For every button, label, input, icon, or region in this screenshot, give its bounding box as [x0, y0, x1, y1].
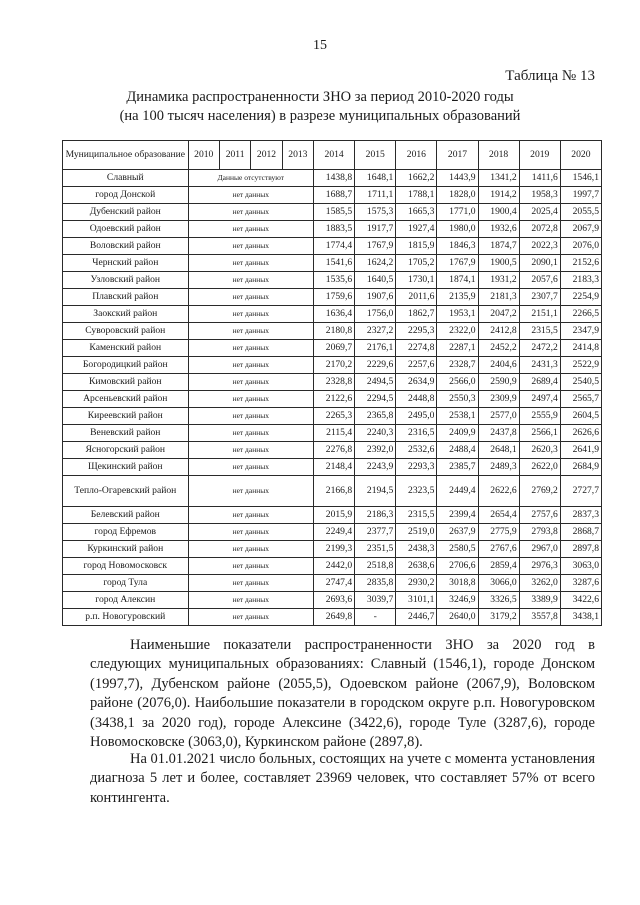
- value-cell: 1997,7: [560, 187, 601, 204]
- value-cell: 2438,3: [396, 541, 437, 558]
- no-data-note: нет данных: [188, 306, 314, 323]
- value-cell: 3039,7: [355, 592, 396, 609]
- value-cell: 1438,8: [314, 170, 355, 187]
- value-cell: 2090,1: [519, 255, 560, 272]
- value-cell: 2351,5: [355, 541, 396, 558]
- value-cell: 2446,7: [396, 609, 437, 626]
- value-cell: 3262,0: [519, 575, 560, 592]
- value-cell: 2057,6: [519, 272, 560, 289]
- table-row: [63, 221, 602, 238]
- value-cell: 2295,3: [396, 323, 437, 340]
- no-data-note: нет данных: [188, 524, 314, 541]
- value-cell: 2323,5: [396, 476, 437, 507]
- value-cell: 2186,3: [355, 507, 396, 524]
- value-cell: 2025,4: [519, 204, 560, 221]
- value-cell: 1711,1: [355, 187, 396, 204]
- value-cell: 2727,7: [560, 476, 601, 507]
- no-data-note: нет данных: [188, 558, 314, 575]
- value-cell: 3246,9: [437, 592, 478, 609]
- municipality-name: Каменский район: [63, 340, 189, 357]
- value-cell: 1917,7: [355, 221, 396, 238]
- table-row: [63, 609, 602, 626]
- value-cell: 1665,3: [396, 204, 437, 221]
- value-cell: 2181,3: [478, 289, 519, 306]
- no-data-note: нет данных: [188, 408, 314, 425]
- value-cell: 2122,6: [314, 391, 355, 408]
- header-year: 2014: [314, 141, 355, 170]
- value-cell: 2152,6: [560, 255, 601, 272]
- value-cell: 2315,5: [519, 323, 560, 340]
- value-cell: 2199,3: [314, 541, 355, 558]
- table-row: [63, 238, 602, 255]
- value-cell: 2442,0: [314, 558, 355, 575]
- value-cell: 2604,5: [560, 408, 601, 425]
- value-cell: 2489,3: [478, 459, 519, 476]
- municipality-name: Ясногорский район: [63, 442, 189, 459]
- value-cell: 2240,3: [355, 425, 396, 442]
- value-cell: 2868,7: [560, 524, 601, 541]
- municipality-name: Чернский район: [63, 255, 189, 272]
- no-data-note: нет данных: [188, 592, 314, 609]
- table-row: [63, 575, 602, 592]
- value-cell: 2377,7: [355, 524, 396, 541]
- value-cell: 2067,9: [560, 221, 601, 238]
- table-header-row: [63, 141, 602, 170]
- header-year: 2016: [396, 141, 437, 170]
- value-cell: 3326,5: [478, 592, 519, 609]
- table-row: [63, 524, 602, 541]
- value-cell: 1767,9: [437, 255, 478, 272]
- header-year: 2011: [219, 141, 250, 170]
- value-cell: 1640,5: [355, 272, 396, 289]
- table-row: [63, 323, 602, 340]
- value-cell: 3422,6: [560, 592, 601, 609]
- value-cell: 2437,8: [478, 425, 519, 442]
- value-cell: 1771,0: [437, 204, 478, 221]
- value-cell: 2566,0: [437, 374, 478, 391]
- municipality-name: Куркинский район: [63, 541, 189, 558]
- value-cell: 3066,0: [478, 575, 519, 592]
- no-data-note: нет данных: [188, 323, 314, 340]
- no-data-note: нет данных: [188, 272, 314, 289]
- value-cell: 2640,0: [437, 609, 478, 626]
- table-row: [63, 459, 602, 476]
- value-cell: 2622,0: [519, 459, 560, 476]
- header-year: 2010: [188, 141, 219, 170]
- value-cell: 3438,1: [560, 609, 601, 626]
- value-cell: 2385,7: [437, 459, 478, 476]
- municipality-name: Белевский район: [63, 507, 189, 524]
- value-cell: 2495,0: [396, 408, 437, 425]
- value-cell: 1900,5: [478, 255, 519, 272]
- value-cell: 2775,9: [478, 524, 519, 541]
- value-cell: 3557,8: [519, 609, 560, 626]
- municipality-name: Арсеньевский район: [63, 391, 189, 408]
- table-row: [63, 507, 602, 524]
- prevalence-table: [62, 140, 602, 626]
- no-data-note: нет данных: [188, 289, 314, 306]
- value-cell: 1341,2: [478, 170, 519, 187]
- municipality-name: Заокский район: [63, 306, 189, 323]
- value-cell: 1756,0: [355, 306, 396, 323]
- value-cell: 2555,9: [519, 408, 560, 425]
- value-cell: 2249,4: [314, 524, 355, 541]
- value-cell: 2309,9: [478, 391, 519, 408]
- value-cell: 2115,4: [314, 425, 355, 442]
- value-cell: 2315,5: [396, 507, 437, 524]
- municipality-name: Славный: [63, 170, 189, 187]
- value-cell: 2767,6: [478, 541, 519, 558]
- value-cell: 2327,2: [355, 323, 396, 340]
- value-cell: -: [355, 609, 396, 626]
- value-cell: 2684,9: [560, 459, 601, 476]
- value-cell: 2638,6: [396, 558, 437, 575]
- municipality-name: Щекинский район: [63, 459, 189, 476]
- header-year: 2017: [437, 141, 478, 170]
- no-data-note: нет данных: [188, 187, 314, 204]
- municipality-name: Одоевский район: [63, 221, 189, 238]
- value-cell: 2641,9: [560, 442, 601, 459]
- value-cell: 2626,6: [560, 425, 601, 442]
- value-cell: 3179,2: [478, 609, 519, 626]
- value-cell: 2793,8: [519, 524, 560, 541]
- value-cell: 1774,4: [314, 238, 355, 255]
- value-cell: 2328,8: [314, 374, 355, 391]
- municipality-name: Плавский район: [63, 289, 189, 306]
- value-cell: 2266,5: [560, 306, 601, 323]
- municipality-name: р.п. Новогуровский: [63, 609, 189, 626]
- value-cell: 2488,4: [437, 442, 478, 459]
- value-cell: 2135,9: [437, 289, 478, 306]
- value-cell: 3287,6: [560, 575, 601, 592]
- value-cell: 1815,9: [396, 238, 437, 255]
- value-cell: 1546,1: [560, 170, 601, 187]
- value-cell: 2747,4: [314, 575, 355, 592]
- value-cell: 2540,5: [560, 374, 601, 391]
- value-cell: 2412,8: [478, 323, 519, 340]
- value-cell: 1980,0: [437, 221, 478, 238]
- value-cell: 1688,7: [314, 187, 355, 204]
- no-data-note: нет данных: [188, 221, 314, 238]
- no-data-note: нет данных: [188, 507, 314, 524]
- table-row: [63, 442, 602, 459]
- value-cell: 1927,4: [396, 221, 437, 238]
- summary-paragraph: Наименьшие показатели распространенности ЗНО за 2020 год в следующих муниципальных образованиях: Славный (1546,1), городе Донском (1997,7), Дубенском районе (2055,5), Одоевском районе (2067,9), Воловском районе (2076,0). Наибольшие показатели в городском округе р.п. Новогуровском (3438,1 за 2020 год), городе Алексине (3422,6), городе Туле (3287,6), городе Новомосковске (3063,0), Куркинском районе (2897,8).: [90, 637, 595, 751]
- value-cell: 2769,2: [519, 476, 560, 507]
- municipality-name: город Донской: [63, 187, 189, 204]
- value-cell: 1932,6: [478, 221, 519, 238]
- value-cell: 2392,0: [355, 442, 396, 459]
- value-cell: 1874,1: [437, 272, 478, 289]
- value-cell: 2532,6: [396, 442, 437, 459]
- value-cell: 2328,7: [437, 357, 478, 374]
- value-cell: 2316,5: [396, 425, 437, 442]
- value-cell: 2170,2: [314, 357, 355, 374]
- municipality-name: Тепло-Огаревский район: [63, 476, 189, 507]
- value-cell: 1411,6: [519, 170, 560, 187]
- value-cell: 1662,2: [396, 170, 437, 187]
- value-cell: 2518,8: [355, 558, 396, 575]
- value-cell: 2404,6: [478, 357, 519, 374]
- value-cell: 1953,1: [437, 306, 478, 323]
- value-cell: 1767,9: [355, 238, 396, 255]
- caption-line-2: (на 100 тысяч населения) в разрезе муниципальных образований: [119, 108, 521, 124]
- value-cell: 1883,5: [314, 221, 355, 238]
- value-cell: 3389,9: [519, 592, 560, 609]
- value-cell: 2287,1: [437, 340, 478, 357]
- municipality-name: Узловский район: [63, 272, 189, 289]
- value-cell: 2265,3: [314, 408, 355, 425]
- value-cell: 2472,2: [519, 340, 560, 357]
- value-cell: 2654,4: [478, 507, 519, 524]
- value-cell: 2409,9: [437, 425, 478, 442]
- table-row: [63, 374, 602, 391]
- value-cell: 2322,0: [437, 323, 478, 340]
- value-cell: 2254,9: [560, 289, 601, 306]
- table-row: [63, 408, 602, 425]
- value-cell: 2649,8: [314, 609, 355, 626]
- value-cell: 1443,9: [437, 170, 478, 187]
- value-cell: 2538,1: [437, 408, 478, 425]
- value-cell: 2637,9: [437, 524, 478, 541]
- value-cell: 2307,7: [519, 289, 560, 306]
- value-cell: 2015,9: [314, 507, 355, 524]
- municipality-name: город Ефремов: [63, 524, 189, 541]
- no-data-note: нет данных: [188, 575, 314, 592]
- table-row: [63, 204, 602, 221]
- value-cell: 1730,1: [396, 272, 437, 289]
- no-data-note: нет данных: [188, 442, 314, 459]
- municipality-name: Богородицкий район: [63, 357, 189, 374]
- value-cell: 1828,0: [437, 187, 478, 204]
- value-cell: 2347,9: [560, 323, 601, 340]
- value-cell: 1705,2: [396, 255, 437, 272]
- value-cell: 1575,3: [355, 204, 396, 221]
- no-data-note: нет данных: [188, 340, 314, 357]
- table-row: [63, 391, 602, 408]
- no-data-note: нет данных: [188, 357, 314, 374]
- value-cell: 3101,1: [396, 592, 437, 609]
- value-cell: 2519,0: [396, 524, 437, 541]
- table-row: [63, 170, 602, 187]
- page-number: 15: [313, 38, 327, 53]
- value-cell: 2634,9: [396, 374, 437, 391]
- table-row: [63, 541, 602, 558]
- value-cell: 2274,8: [396, 340, 437, 357]
- value-cell: 2148,4: [314, 459, 355, 476]
- value-cell: 2930,2: [396, 575, 437, 592]
- caption-line-1: Динамика распространенности ЗНО за период 2010-2020 годы: [126, 89, 514, 105]
- value-cell: 2580,5: [437, 541, 478, 558]
- value-cell: 2055,5: [560, 204, 601, 221]
- value-cell: 1900,4: [478, 204, 519, 221]
- header-municipality: Муниципальное образование: [63, 141, 189, 170]
- value-cell: 2022,3: [519, 238, 560, 255]
- table-row: [63, 289, 602, 306]
- municipality-name: Дубенский район: [63, 204, 189, 221]
- value-cell: 1535,6: [314, 272, 355, 289]
- value-cell: 2076,0: [560, 238, 601, 255]
- no-data-note: нет данных: [188, 609, 314, 626]
- table-row: [63, 558, 602, 575]
- table-row: [63, 255, 602, 272]
- value-cell: 2276,8: [314, 442, 355, 459]
- value-cell: 1541,6: [314, 255, 355, 272]
- value-cell: 2431,3: [519, 357, 560, 374]
- value-cell: 1931,2: [478, 272, 519, 289]
- value-cell: 2243,9: [355, 459, 396, 476]
- value-cell: 2577,0: [478, 408, 519, 425]
- value-cell: 1846,3: [437, 238, 478, 255]
- value-cell: 2365,8: [355, 408, 396, 425]
- header-year: 2018: [478, 141, 519, 170]
- value-cell: 2180,8: [314, 323, 355, 340]
- table-row: [63, 425, 602, 442]
- municipality-name: Киреевский район: [63, 408, 189, 425]
- value-cell: 2976,3: [519, 558, 560, 575]
- municipality-name: Суворовский район: [63, 323, 189, 340]
- no-data-note: нет данных: [188, 238, 314, 255]
- value-cell: 2689,4: [519, 374, 560, 391]
- value-cell: 2522,9: [560, 357, 601, 374]
- value-cell: 1648,1: [355, 170, 396, 187]
- value-cell: 2837,3: [560, 507, 601, 524]
- value-cell: 1862,7: [396, 306, 437, 323]
- value-cell: 2693,6: [314, 592, 355, 609]
- value-cell: 2706,6: [437, 558, 478, 575]
- municipality-name: город Новомосковск: [63, 558, 189, 575]
- value-cell: 2047,2: [478, 306, 519, 323]
- no-data-note: нет данных: [188, 425, 314, 442]
- value-cell: 2452,2: [478, 340, 519, 357]
- table-row: [63, 187, 602, 204]
- value-cell: 2648,1: [478, 442, 519, 459]
- value-cell: 2620,3: [519, 442, 560, 459]
- no-data-note: нет данных: [188, 374, 314, 391]
- value-cell: 2414,8: [560, 340, 601, 357]
- value-cell: 2072,8: [519, 221, 560, 238]
- value-cell: 2176,1: [355, 340, 396, 357]
- value-cell: 2494,5: [355, 374, 396, 391]
- table-row: [63, 592, 602, 609]
- no-data-note: нет данных: [188, 391, 314, 408]
- municipality-name: Веневский район: [63, 425, 189, 442]
- value-cell: 2194,5: [355, 476, 396, 507]
- no-data-note: нет данных: [188, 255, 314, 272]
- value-cell: 2011,6: [396, 289, 437, 306]
- value-cell: 2399,4: [437, 507, 478, 524]
- value-cell: 2757,6: [519, 507, 560, 524]
- value-cell: 1958,3: [519, 187, 560, 204]
- value-cell: 2183,3: [560, 272, 601, 289]
- value-cell: 2448,8: [396, 391, 437, 408]
- value-cell: 3018,8: [437, 575, 478, 592]
- value-cell: 1636,4: [314, 306, 355, 323]
- value-cell: 2897,8: [560, 541, 601, 558]
- no-data-note: Данные отсутствуют: [188, 170, 314, 187]
- table-row: [63, 340, 602, 357]
- value-cell: 2497,4: [519, 391, 560, 408]
- value-cell: 2293,3: [396, 459, 437, 476]
- header-year: 2012: [251, 141, 282, 170]
- value-cell: 2590,9: [478, 374, 519, 391]
- table-row: [63, 476, 602, 507]
- value-cell: 2449,4: [437, 476, 478, 507]
- registry-paragraph: На 01.01.2021 число больных, состоящих на учете с момента установления диагноза 5 лет и более, составляет 23969 человек, что составляет 57% от всего контингента.: [90, 751, 595, 806]
- header-year: 2015: [355, 141, 396, 170]
- value-cell: 1874,7: [478, 238, 519, 255]
- value-cell: 2550,3: [437, 391, 478, 408]
- municipality-name: город Алексин: [63, 592, 189, 609]
- header-year: 2019: [519, 141, 560, 170]
- table-row: [63, 357, 602, 374]
- table-caption: [0, 88, 640, 126]
- value-cell: 3063,0: [560, 558, 601, 575]
- no-data-note: нет данных: [188, 459, 314, 476]
- value-cell: 2859,4: [478, 558, 519, 575]
- no-data-note: нет данных: [188, 204, 314, 221]
- value-cell: 2622,6: [478, 476, 519, 507]
- no-data-note: нет данных: [188, 541, 314, 558]
- value-cell: 1907,6: [355, 289, 396, 306]
- value-cell: 2069,7: [314, 340, 355, 357]
- municipality-name: Кимовский район: [63, 374, 189, 391]
- table-body: [63, 170, 602, 626]
- municipality-name: город Тула: [63, 575, 189, 592]
- value-cell: 2229,6: [355, 357, 396, 374]
- value-cell: 2294,5: [355, 391, 396, 408]
- value-cell: 2257,6: [396, 357, 437, 374]
- no-data-note: нет данных: [188, 476, 314, 507]
- value-cell: 2967,0: [519, 541, 560, 558]
- table-row: [63, 272, 602, 289]
- value-cell: 2166,8: [314, 476, 355, 507]
- table-label: Таблица № 13: [505, 68, 595, 84]
- value-cell: 2566,1: [519, 425, 560, 442]
- value-cell: 2835,8: [355, 575, 396, 592]
- value-cell: 2151,1: [519, 306, 560, 323]
- value-cell: 1585,5: [314, 204, 355, 221]
- municipality-name: Воловский район: [63, 238, 189, 255]
- value-cell: 1759,6: [314, 289, 355, 306]
- value-cell: 1624,2: [355, 255, 396, 272]
- value-cell: 1914,2: [478, 187, 519, 204]
- value-cell: 1788,1: [396, 187, 437, 204]
- table-row: [63, 306, 602, 323]
- value-cell: 2565,7: [560, 391, 601, 408]
- header-year: 2013: [282, 141, 313, 170]
- header-year: 2020: [560, 141, 601, 170]
